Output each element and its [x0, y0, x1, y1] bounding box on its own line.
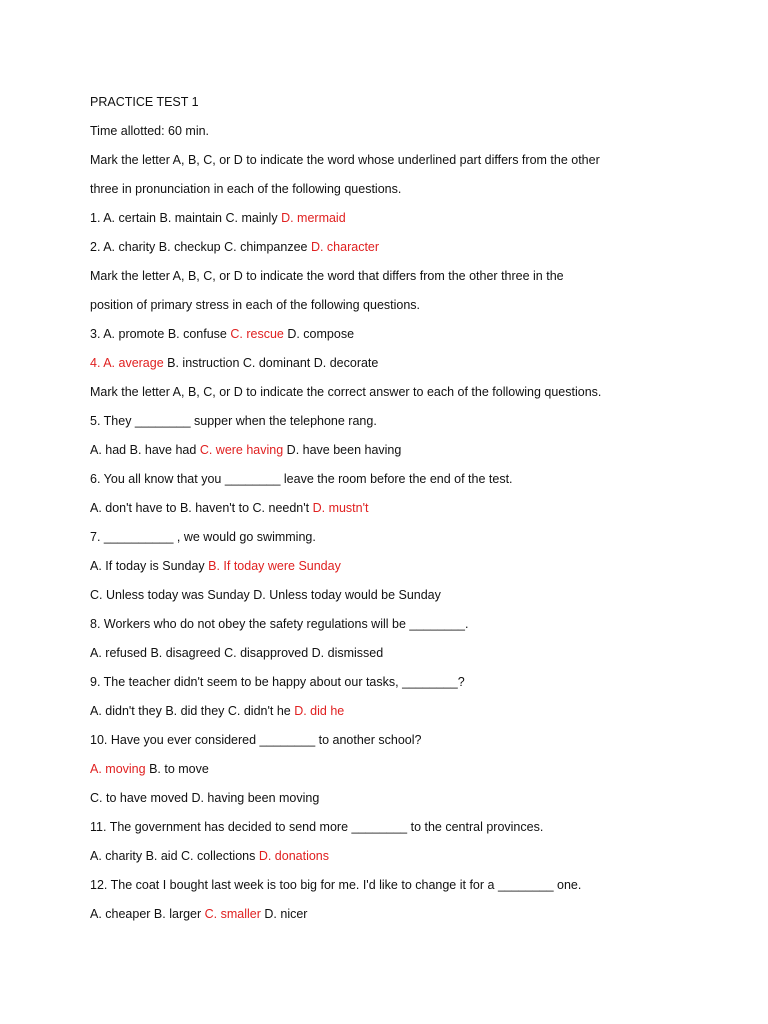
answer-text: C. rescue [230, 327, 284, 341]
line-text: 11. The government has decided to send more ________ to the central provinces. [90, 820, 544, 834]
line-text: A. had B. have had [90, 443, 200, 457]
line-text: B. to move [145, 762, 209, 776]
line-text: 12. The coat I bought last week is too big for me. I'd like to change it for a ________ one. [90, 878, 582, 892]
document-line [90, 556, 690, 585]
line-text: PRACTICE TEST 1 [90, 95, 199, 109]
line-text: 9. The teacher didn't seem to be happy about our tasks, ________? [90, 675, 465, 689]
line-text: 5. They ________ supper when the telephone rang. [90, 414, 377, 428]
answer-text: D. did he [294, 704, 345, 718]
line-text: A. If today is Sunday [90, 559, 209, 573]
line-text: C. Unless today was Sunday D. Unless today would be Sunday [90, 588, 441, 602]
answer-text: C. were having [199, 443, 284, 457]
line-text: Mark the letter A, B, C, or D to indicate the correct answer to each of the following questions. [90, 385, 602, 399]
line-text: A. didn't they B. did they C. didn't he [90, 704, 295, 718]
document-line [90, 295, 690, 324]
document-line [90, 817, 690, 846]
line-text: D. compose [283, 327, 355, 341]
line-text: A. charity B. aid C. collections [90, 849, 259, 863]
document-line [90, 121, 690, 150]
line-text: A. refused B. disagreed C. disapproved D. dismissed [90, 646, 384, 660]
line-text: B. instruction C. dominant D. decorate [163, 356, 379, 370]
document-line [90, 469, 690, 498]
line-text: 2. A. charity B. checkup C. chimpanzee [90, 240, 311, 254]
line-text: 6. You all know that you ________ leave the room before the end of the test. [90, 472, 513, 486]
document-line [90, 324, 690, 353]
line-text: 8. Workers who do not obey the safety regulations will be ________. [90, 617, 469, 631]
answer-text: D. mermaid [281, 211, 346, 225]
document-line [90, 150, 690, 179]
line-text: 1. A. certain B. maintain C. mainly [90, 211, 282, 225]
document-line [90, 730, 690, 759]
document-line [90, 179, 690, 208]
line-text: C. to have moved D. having been moving [90, 791, 320, 805]
answer-text: D. character [310, 240, 380, 254]
document-line [90, 643, 690, 672]
document-line [90, 846, 690, 875]
line-text: 3. A. promote B. confuse [90, 327, 231, 341]
document-line [90, 237, 690, 266]
document-line [90, 875, 690, 904]
answer-text: D. donations [258, 849, 330, 863]
line-text: A. don't have to B. haven't to C. needn't [90, 501, 313, 515]
line-text: three in pronunciation in each of the following questions. [90, 182, 402, 196]
document-line [90, 208, 690, 237]
document-line [90, 92, 690, 121]
answer-text: 4. A. average [90, 356, 164, 370]
document-line [90, 266, 690, 295]
line-text: Mark the letter A, B, C, or D to indicate the word whose underlined part differs from the other [90, 153, 600, 167]
document-body [90, 92, 690, 933]
line-text: D. have been having [283, 443, 402, 457]
document-line [90, 701, 690, 730]
answer-text: D. mustn't [312, 501, 369, 515]
document-line [90, 614, 690, 643]
document-line [90, 382, 690, 411]
document-line [90, 440, 690, 469]
line-text: D. nicer [260, 907, 308, 921]
line-text: A. cheaper B. larger [90, 907, 205, 921]
document-line [90, 527, 690, 556]
answer-text: B. If today were Sunday [208, 559, 341, 573]
line-text: 7. __________ , we would go swimming. [90, 530, 316, 544]
answer-text: A. moving [90, 762, 146, 776]
line-text: position of primary stress in each of the following questions. [90, 298, 421, 312]
document-line [90, 353, 690, 382]
document-line [90, 672, 690, 701]
document-line [90, 585, 690, 614]
document-line [90, 759, 690, 788]
document-line [90, 498, 690, 527]
document-line [90, 788, 690, 817]
line-text: Time allotted: 60 min. [90, 124, 210, 138]
line-text: 10. Have you ever considered ________ to another school? [90, 733, 422, 747]
line-text: Mark the letter A, B, C, or D to indicate the word that differs from the other three in the [90, 269, 564, 283]
answer-text: C. smaller [204, 907, 261, 921]
document-line [90, 904, 690, 933]
document-line [90, 411, 690, 440]
